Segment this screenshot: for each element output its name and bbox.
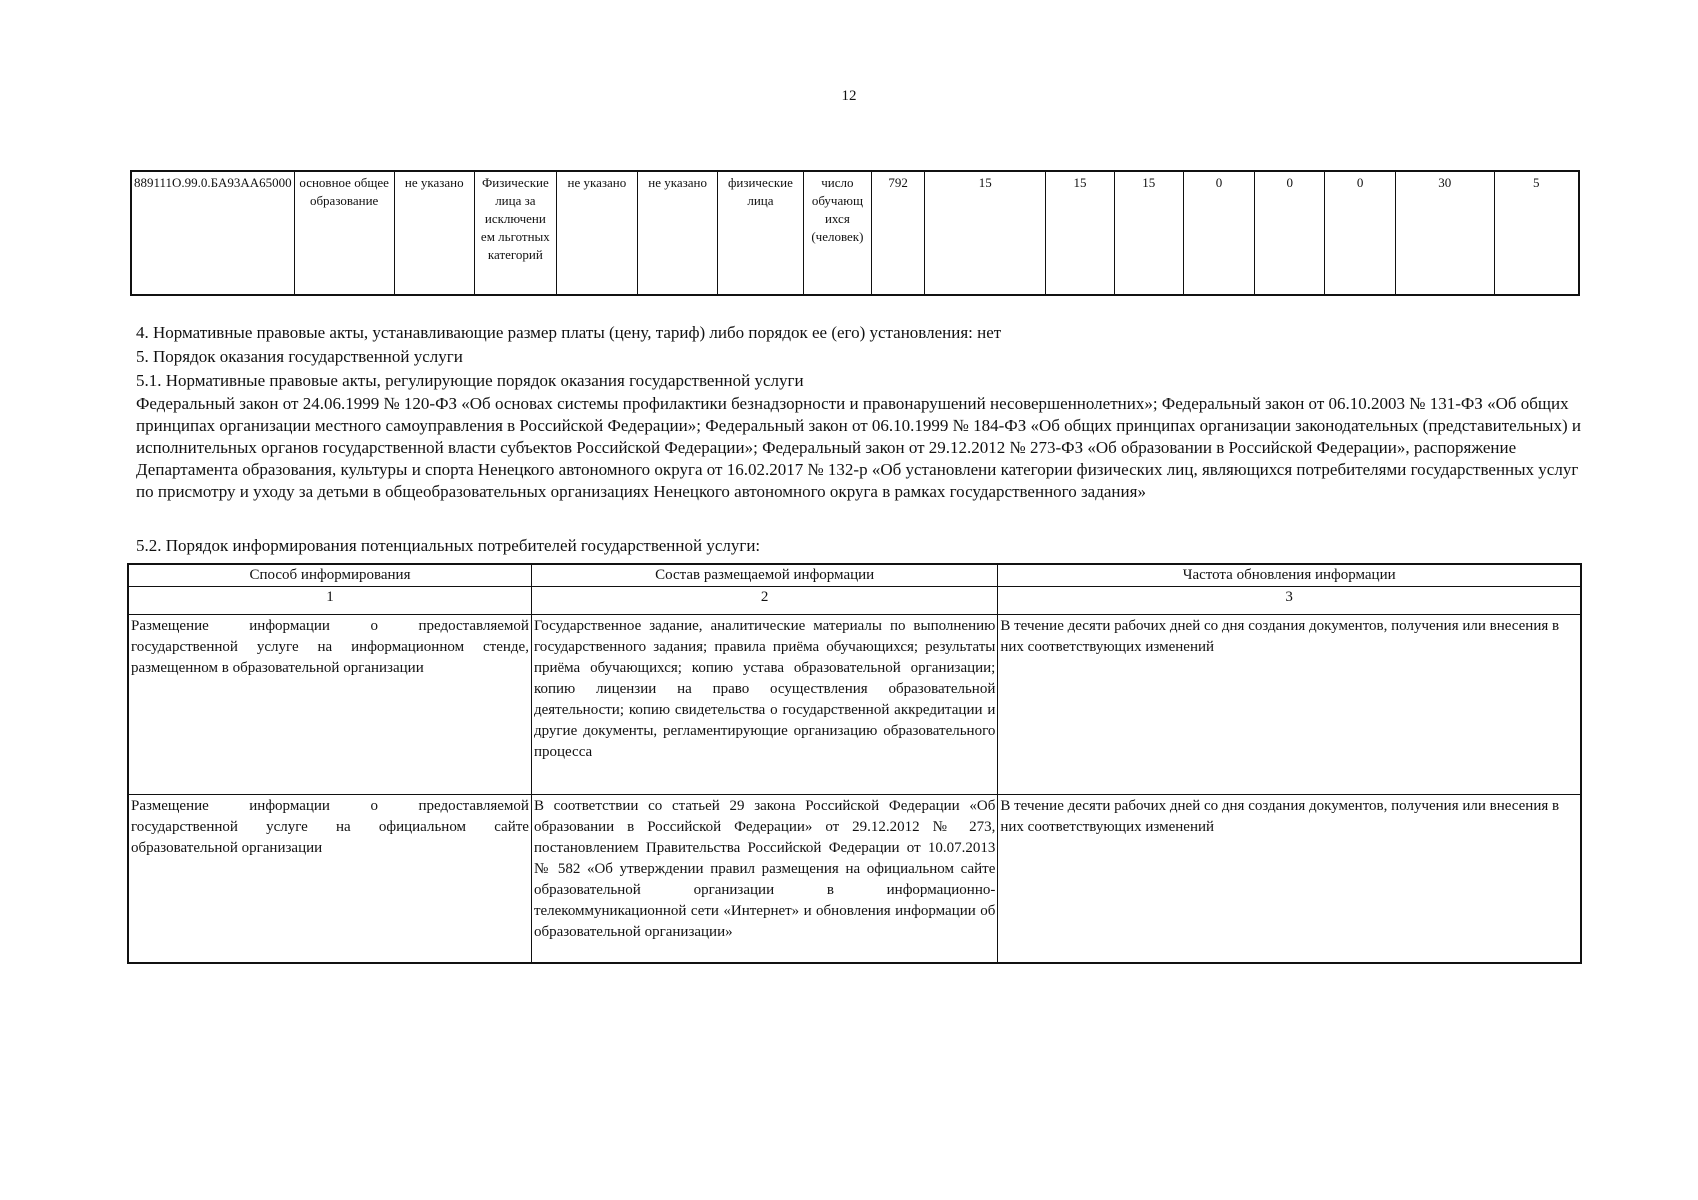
frequency-cell: В течение десяти рабочих дней со дня создания документов, получения или внесения в них соответствующих изменений	[998, 795, 1581, 963]
section-5-heading: 5. Порядок оказания государственной услуги	[136, 347, 463, 366]
method-cell: Размещение информации о предоставляемой государственной услуге на официальном сайте образовательной организации	[128, 795, 531, 963]
table-cell: не указано	[394, 171, 474, 295]
informing-methods-table	[127, 563, 1582, 964]
value-cell: 0	[1255, 171, 1325, 295]
value-cell: 30	[1395, 171, 1494, 295]
column-number-row	[128, 587, 1581, 615]
column-header: Способ информирования	[128, 564, 531, 587]
table-row	[128, 795, 1581, 963]
table-row	[128, 615, 1581, 795]
legal-acts-paragraph: Федеральный закон от 24.06.1999 № 120-ФЗ «Об основах системы профилактики безнадзорности и правонарушений несовершеннолетних»; Федеральный закон от 06.10.2003 № 131-ФЗ «Об общих принципах организации местного самоуправления в Российской Федерации»; Федеральный закон от 06.10.1999 № 184-ФЗ «Об общих принципах организации законодательных (представительных) и исполнительных органов государственной власти субъектов Российской Федерации»; Федеральный закон от 29.12.2012 № 273-ФЗ «Об образовании в Российской Федерации», распоряжение Департамента образования, культуры и спорта Ненецкого автономного округа от 16.02.2017 № 132-р «Об установлени категории физических лиц, являющихся потребителями государственных услуг по присмотру и уходу за детьми в общеобразовательных организациях Ненецкого автономного округа в рамках государственного задания»	[136, 394, 1581, 501]
page-number: 12	[841, 88, 857, 104]
value-cell: 15	[1114, 171, 1183, 295]
indicator-name-cell: число обучающ ихся (человек)	[803, 171, 872, 295]
content-cell: Государственное задание, аналитические материалы по выполнению государственного задания; правила приёма обучающихся; результаты приёма обучающихся; копию устава образовательной организации; копию лицензии на право осуществления образовательной деятельности; копию свидетельства о государственной аккредитации и другие документы, регламентирующие организацию образовательного процесса	[531, 615, 997, 795]
table-header-row	[128, 564, 1581, 587]
section-4-text: 4. Нормативные правовые акты, устанавливающие размер платы (цену, тариф) либо порядок ее (его) установления: нет	[136, 323, 1002, 342]
value-cell: 5	[1494, 171, 1579, 295]
table-cell: не указано	[637, 171, 717, 295]
service-indicators-table	[130, 170, 1580, 296]
table-cell: не указано	[556, 171, 637, 295]
value-cell: 15	[925, 171, 1046, 295]
okei-code-cell: 792	[872, 171, 925, 295]
registry-code-cell: 889111О.99.0.БА93АА65000	[131, 171, 294, 295]
frequency-cell: В течение десяти рабочих дней со дня создания документов, получения или внесения в них соответствующих изменений	[998, 615, 1581, 795]
section-5-2-heading: 5.2. Порядок информирования потенциальных потребителей государственной услуги:	[136, 536, 761, 555]
column-header: Состав размещаемой информации	[531, 564, 997, 587]
method-cell: Размещение информации о предоставляемой государственной услуге на информационном стенде, размещенном в образовательной организации	[128, 615, 531, 795]
value-cell: 0	[1325, 171, 1395, 295]
value-cell: 0	[1183, 171, 1254, 295]
education-level-cell: основное общее образование	[294, 171, 394, 295]
section-5-1-heading: 5.1. Нормативные правовые акты, регулирующие порядок оказания государственной услуги	[136, 371, 804, 390]
column-number: 2	[531, 587, 997, 615]
content-cell: В соответствии со статьей 29 закона Российской Федерации «Об образовании в Российской Федерации» от 29.12.2012 № 273, постановлением Правительства Российской Федерации от 10.07.2013 № 582 «Об утверждении правил размещения на официальном сайте образовательной организации в информационно-телекоммуникационной сети «Интернет» и обновления информации об образовательной организации»	[531, 795, 997, 963]
value-cell: 15	[1046, 171, 1114, 295]
consumer-type-cell: физические лица	[718, 171, 803, 295]
column-number: 3	[998, 587, 1581, 615]
table-row	[131, 171, 1579, 295]
column-number: 1	[128, 587, 531, 615]
consumer-category-cell: Физические лица за исключени ем льготных категорий	[474, 171, 556, 295]
column-header: Частота обновления информации	[998, 564, 1581, 587]
